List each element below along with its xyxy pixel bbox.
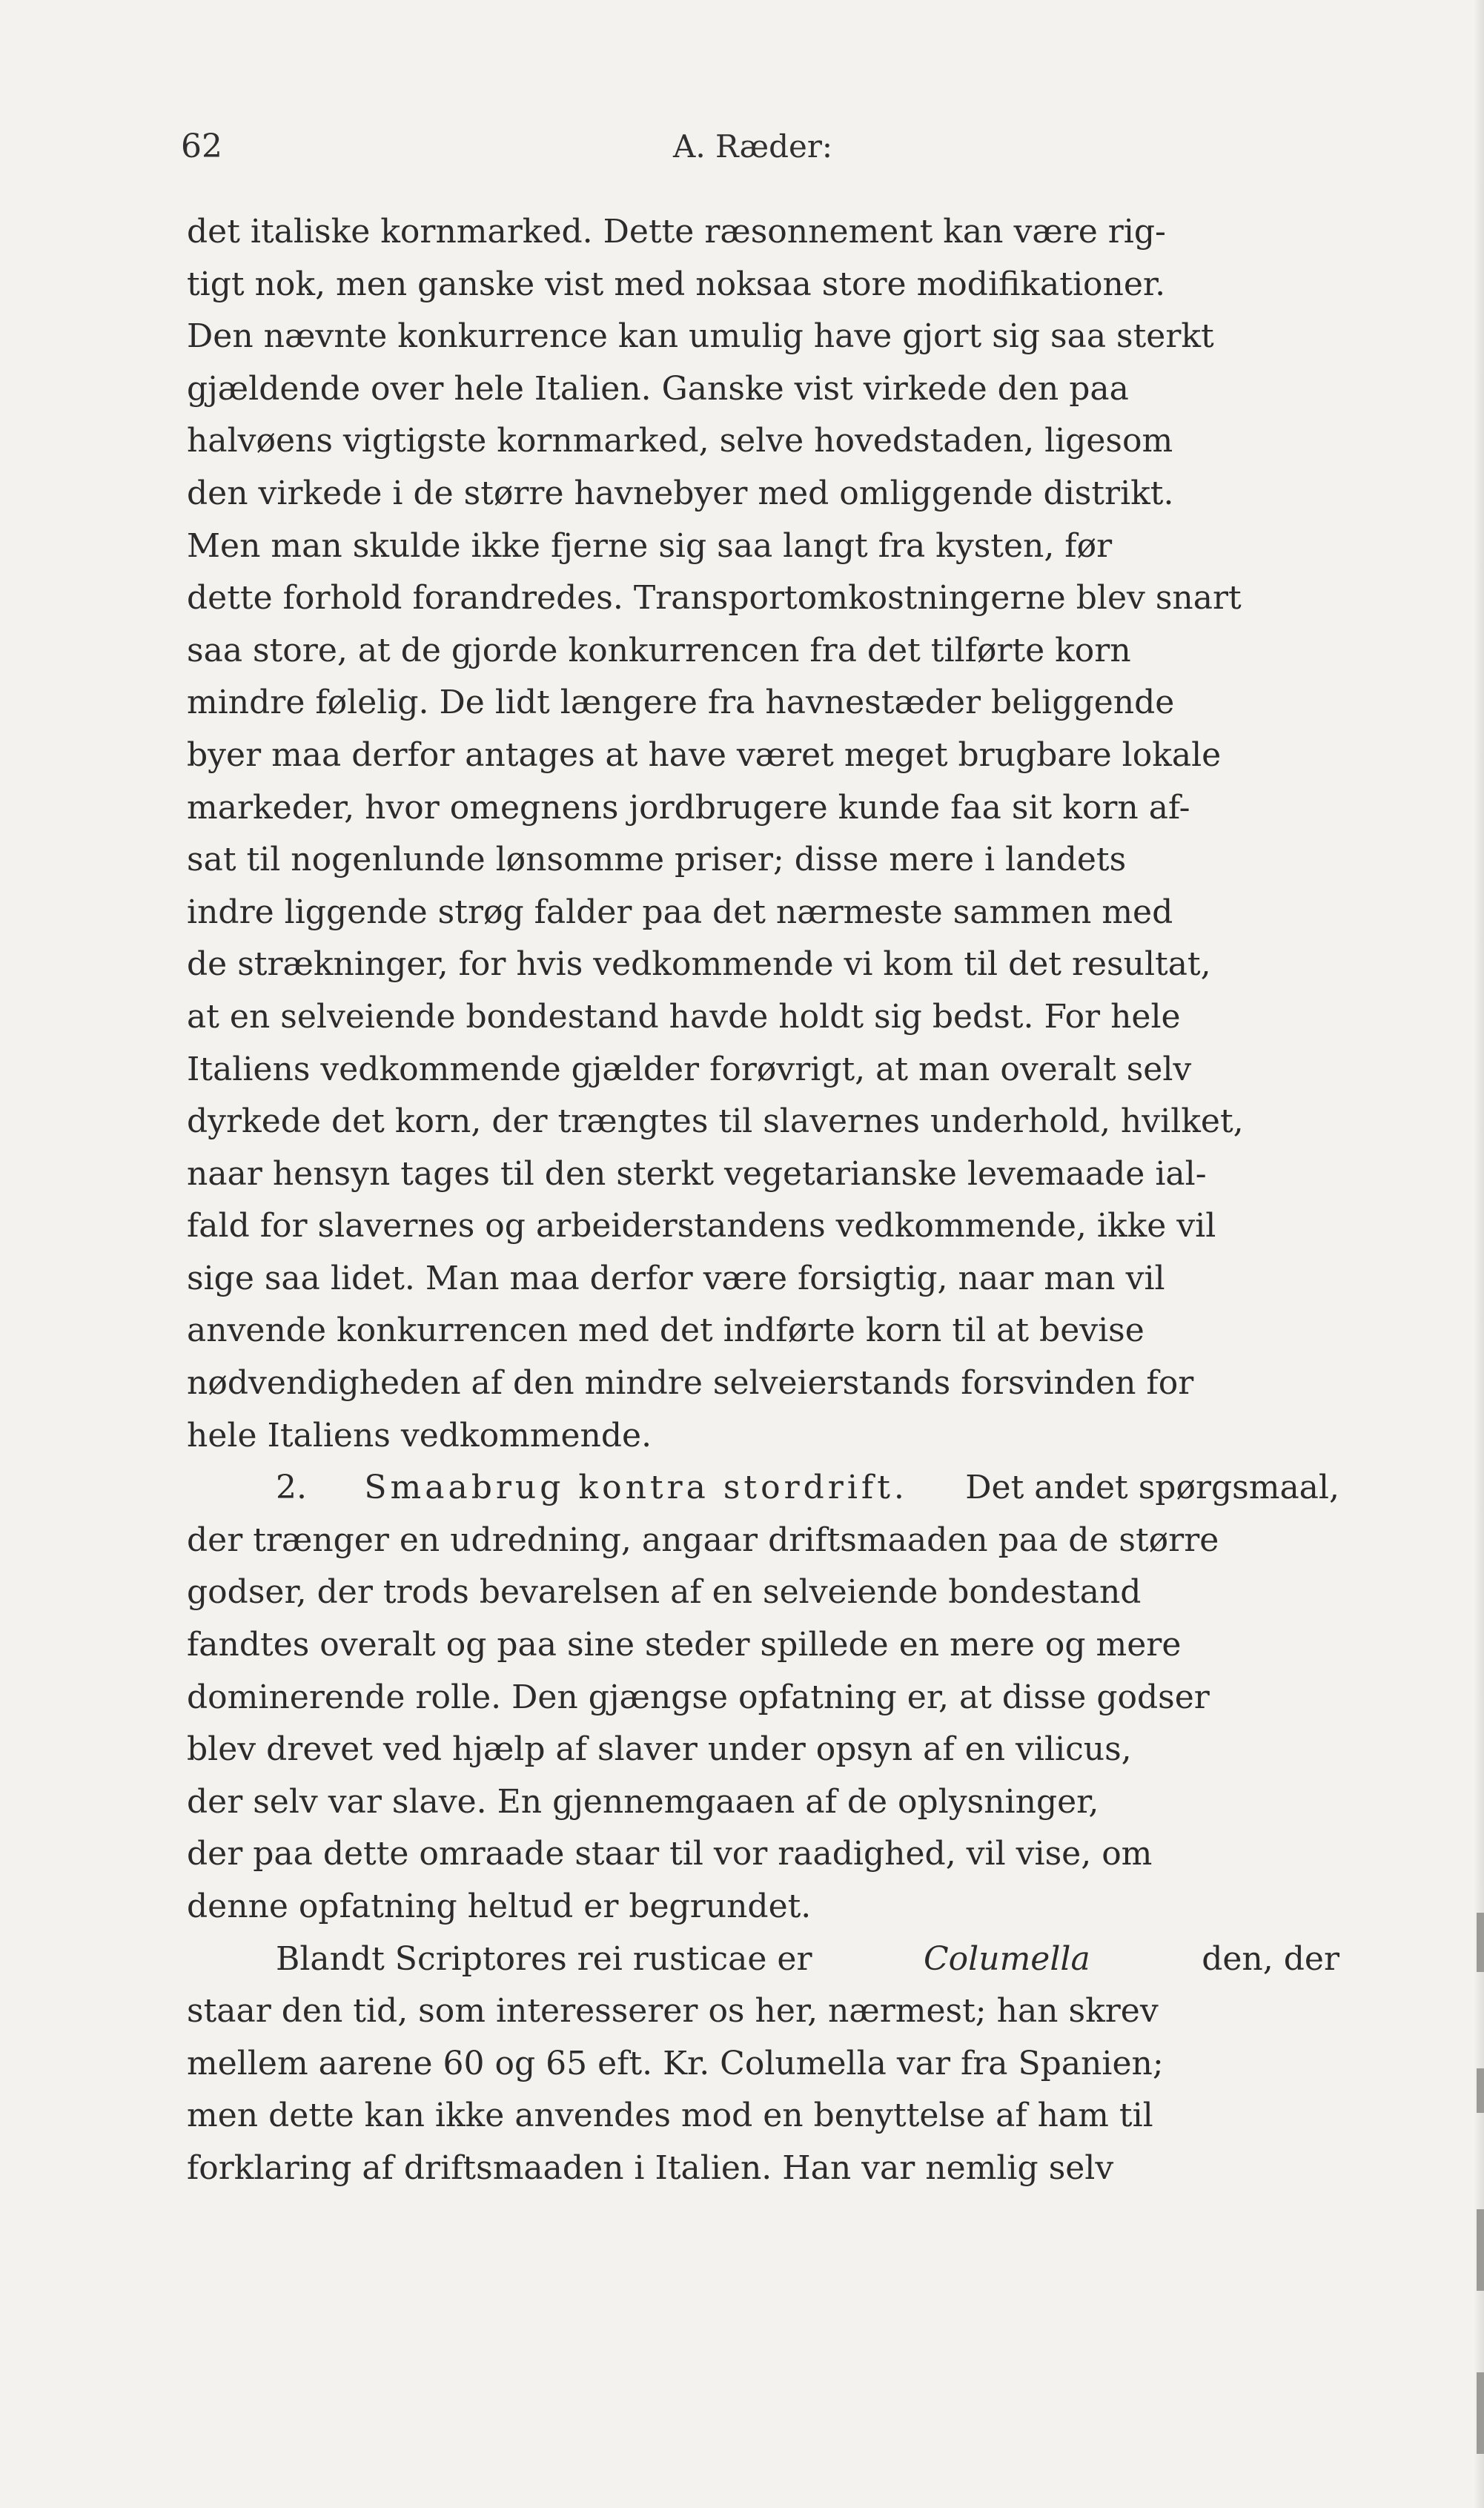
- section-2: [187, 1462, 1339, 1933]
- paragraph-start: Blandt Scriptores rei rusticae er: [276, 1939, 812, 1978]
- section-heading: Smaabrug kontra stordrift.: [364, 1469, 908, 1507]
- text-line: Men man skulde ikke fjerne sig saa langt fra kysten, før: [187, 526, 1113, 565]
- text-line: staar den tid, som interesserer os her, nærmest; han skrev: [187, 1992, 1159, 2031]
- text-line: hele Italiens vedkommende.: [187, 1416, 652, 1455]
- text-line: naar hensyn tages til den sterkt vegetarianske levemaade ial-: [187, 1154, 1207, 1193]
- paragraph-3: [187, 1933, 1339, 2195]
- text-line: sige saa lidet. Man maa derfor være forsigtig, naar man vil: [187, 1259, 1165, 1297]
- text-line: dette forhold forandredes. Transportomkostningerne blev snart: [187, 579, 1242, 618]
- page-edge-shadow: [1474, 0, 1484, 2508]
- text-line: denne opfatning heltud er begrundet.: [187, 1887, 812, 1925]
- text-line: anvende konkurrencen med det indførte korn til at bevise: [187, 1311, 1145, 1350]
- text-line: saa store, at de gjorde konkurrencen fra det tilførte korn: [187, 631, 1131, 669]
- page-edge-mark: [1477, 2209, 1484, 2291]
- text-line: men dette kan ikke anvendes mod en benyttelse af ham til: [187, 2097, 1153, 2135]
- text-line: der selv var slave. En gjennemgaaen af de oplysninger,: [187, 1782, 1099, 1821]
- text-line: det italiske kornmarked. Dette ræsonnement kan være rig-: [187, 213, 1166, 251]
- text-line: blev drevet ved hjælp af slaver under opsyn af en vilicus,: [187, 1730, 1132, 1769]
- text-line: fandtes overalt og paa sine steder spillede en mere og mere: [187, 1626, 1182, 1664]
- text-line: mellem aarene 60 og 65 eft. Kr. Columella var fra Spanien;: [187, 2044, 1164, 2082]
- text-line: forklaring af driftsmaaden i Italien. Han var nemlig selv: [187, 2148, 1114, 2187]
- page-edge-mark: [1477, 1913, 1484, 1972]
- text-line: mindre følelig. De lidt længere fra havnestæder beliggende: [187, 684, 1175, 722]
- header-author: A. Ræder:: [673, 128, 833, 165]
- page-edge-mark: [1477, 2068, 1484, 2113]
- italic-name: Columella: [924, 1939, 1090, 1978]
- text-line: fald for slavernes og arbeiderstandens vedkommende, ikke vil: [187, 1207, 1216, 1245]
- body-text: [187, 206, 1339, 2195]
- section-number: 2.: [276, 1469, 307, 1507]
- text-line: Italiens vedkommende gjælder forøvrigt, at man overalt selv: [187, 1050, 1192, 1088]
- text-line: de strækninger, for hvis vedkommende vi kom til det resultat,: [187, 945, 1211, 984]
- text-line: markeder, hvor omegnens jordbrugere kunde faa sit korn af-: [187, 788, 1190, 827]
- page-edge-mark: [1477, 2372, 1484, 2454]
- text-line: den virkede i de større havnebyer med omliggende distrikt.: [187, 474, 1174, 512]
- text-line: nødvendigheden af den mindre selveierstands forsvinden for: [187, 1364, 1194, 1403]
- paragraph-start-continuation: den, der: [1202, 1939, 1339, 1978]
- text-line: sat til nogenlunde lønsomme priser; disse mere i landets: [187, 841, 1127, 879]
- section-heading-continuation: Det andet spørgsmaal,: [965, 1469, 1339, 1507]
- text-line: byer maa derfor antages at have været meget brugbare lokale: [187, 735, 1222, 774]
- text-line: dyrkede det korn, der trængtes til slavernes underhold, hvilket,: [187, 1102, 1244, 1141]
- text-line: at en selveiende bondestand havde holdt sig bedst. For hele: [187, 997, 1181, 1036]
- text-line: tigt nok, men ganske vist med noksaa store modifikationer.: [187, 265, 1166, 303]
- text-line: der paa dette omraade staar til vor raadighed, vil vise, om: [187, 1835, 1153, 1873]
- text-line: godser, der trods bevarelsen af en selveiende bondestand: [187, 1573, 1142, 1612]
- text-line: halvøens vigtigste kornmarked, selve hovedstaden, ligesom: [187, 422, 1173, 460]
- running-head: [181, 125, 1337, 169]
- text-line: gjældende over hele Italien. Ganske vist virkede den paa: [187, 369, 1129, 408]
- text-line: Den nævnte konkurrence kan umulig have gjort sig saa sterkt: [187, 317, 1214, 356]
- page-number: 62: [181, 128, 222, 165]
- section-heading-line: [187, 1462, 1339, 1515]
- text-line: indre liggende strøg falder paa det nærmeste sammen med: [187, 893, 1173, 931]
- paragraph-1: [187, 206, 1339, 1462]
- paragraph-first-line: [187, 1933, 1339, 1986]
- text-line: der trænger en udredning, angaar driftsmaaden paa de større: [187, 1521, 1219, 1559]
- text-line: dominerende rolle. Den gjængse opfatning er, at disse godser: [187, 1678, 1210, 1716]
